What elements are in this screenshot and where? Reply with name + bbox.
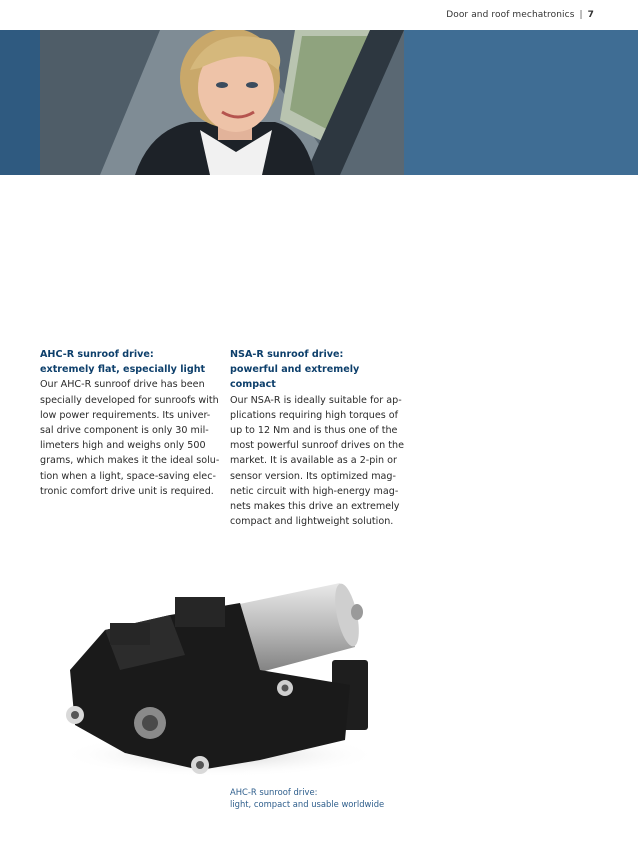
text-line: most powerful sunroof drives on the (230, 440, 404, 452)
text-line: plications requiring high torques of (230, 409, 399, 421)
text-line: compact and lightweight solution. (230, 516, 394, 528)
text-line: sensor version. Its optimized mag- (230, 470, 396, 482)
sunroof-drive-product-image (50, 575, 390, 780)
text-line: sal drive component is only 30 mil- (40, 425, 209, 437)
text-line: grams, which makes it the ideal solu- (40, 455, 220, 467)
woman-in-car-photo (40, 30, 404, 175)
text-line: netic circuit with high-energy mag- (230, 485, 399, 497)
text-line: tion when a light, space-saving elec- (40, 470, 216, 482)
text-line: Our AHC-R sunroof drive has been (40, 379, 205, 391)
section-title: Door and roof mechatronics (446, 10, 575, 20)
nsa-r-column (230, 347, 408, 529)
ahc-r-heading: AHC-R sunroof drive: extremely flat, especially light (40, 349, 206, 376)
text-line: tronic comfort drive unit is required. (40, 485, 214, 497)
running-header (446, 10, 594, 20)
product-caption: AHC-R sunroof drive: light, compact and usable worldwide (230, 787, 385, 809)
text-line: up to 12 Nm and is thus one of the (230, 425, 398, 437)
text-line: nets makes this drive an extremely (230, 501, 400, 513)
text-line: limeters high and weighs only 500 (40, 440, 206, 452)
ahc-r-body-text (40, 377, 220, 499)
ahc-r-column (40, 347, 220, 499)
header-separator: | (579, 10, 583, 20)
text-line: Our NSA-R is ideally suitable for ap- (230, 394, 402, 406)
nsa-r-body-text (230, 393, 408, 530)
text-line: market. It is available as a 2-pin or (230, 455, 397, 467)
nsa-r-heading: NSA-R sunroof drive: powerful and extremely compact (230, 349, 360, 391)
text-line: low power requirements. Its univer- (40, 409, 211, 421)
header-band-left-edge (0, 30, 40, 175)
page-number: 7 (587, 10, 594, 20)
text-line: specially developed for sunroofs with (40, 394, 219, 406)
